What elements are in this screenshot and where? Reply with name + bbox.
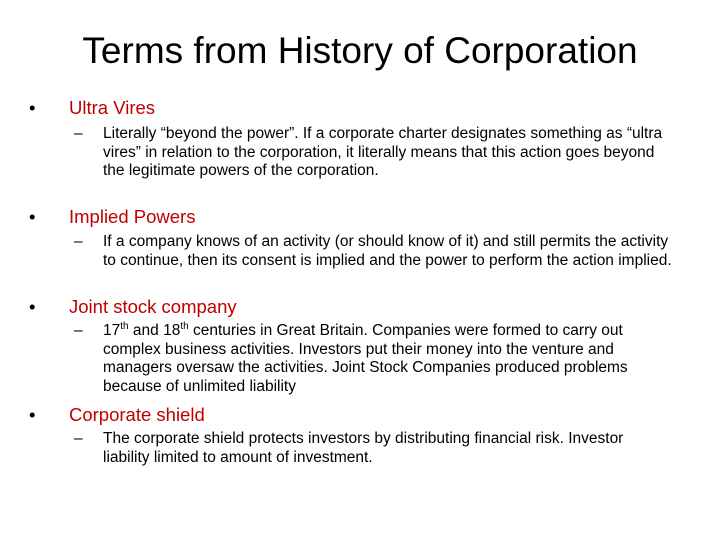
sub-bullet-dash: – (74, 233, 83, 250)
bullet-implied-powers (29, 206, 195, 228)
term-label: Ultra Vires (69, 97, 156, 118)
bullet-dot: • (29, 404, 36, 425)
sub-bullet-dash: – (74, 322, 83, 339)
bullet-joint-stock-company (29, 296, 237, 318)
term-label: Corporate shield (69, 404, 205, 425)
sub-bullet-implied-powers (74, 233, 674, 270)
description-rest: centuries in Great Britain. Companies were formed to carry out complex business activities. Investors put their money into the venture and managers oversaw the activities. Joint Stock Companies produced problems because of unlimited liability (103, 322, 628, 395)
term-description (103, 322, 674, 396)
bullet-corporate-shield (29, 404, 205, 426)
sub-bullet-joint-stock-company (74, 322, 674, 396)
bullet-ultra-vires (29, 97, 155, 119)
term-description: If a company knows of an activity (or should know of it) and still permits the activity to continue, then its consent is implied and the power to perform the action implied. (103, 233, 672, 269)
sub-bullet-dash: – (74, 125, 83, 142)
sub-bullet-ultra-vires (74, 125, 674, 181)
bullet-dot: • (29, 206, 36, 227)
sub-bullet-dash: – (74, 430, 83, 447)
ordinal-suffix: th (180, 320, 189, 332)
term-description: Literally “beyond the power”. If a corporate charter designates something as “ultra vires” in relation to the corporation, it literally means that this action goes beyond the legitimate powers of the corporation. (103, 125, 663, 179)
bullet-dot: • (29, 97, 36, 118)
conjunction: and (128, 322, 164, 339)
century-number: 18 (163, 322, 181, 339)
term-label: Joint stock company (69, 296, 237, 317)
slide-title: Terms from History of Corporation (82, 30, 638, 71)
term-description: The corporate shield protects investors by distributing financial risk. Investor liability limited to amount of investment. (103, 430, 624, 466)
sub-bullet-corporate-shield (74, 430, 674, 467)
bullet-dot: • (29, 296, 36, 317)
ordinal-suffix: th (120, 320, 129, 332)
term-label: Implied Powers (69, 206, 196, 227)
century-number: 17 (103, 322, 121, 339)
